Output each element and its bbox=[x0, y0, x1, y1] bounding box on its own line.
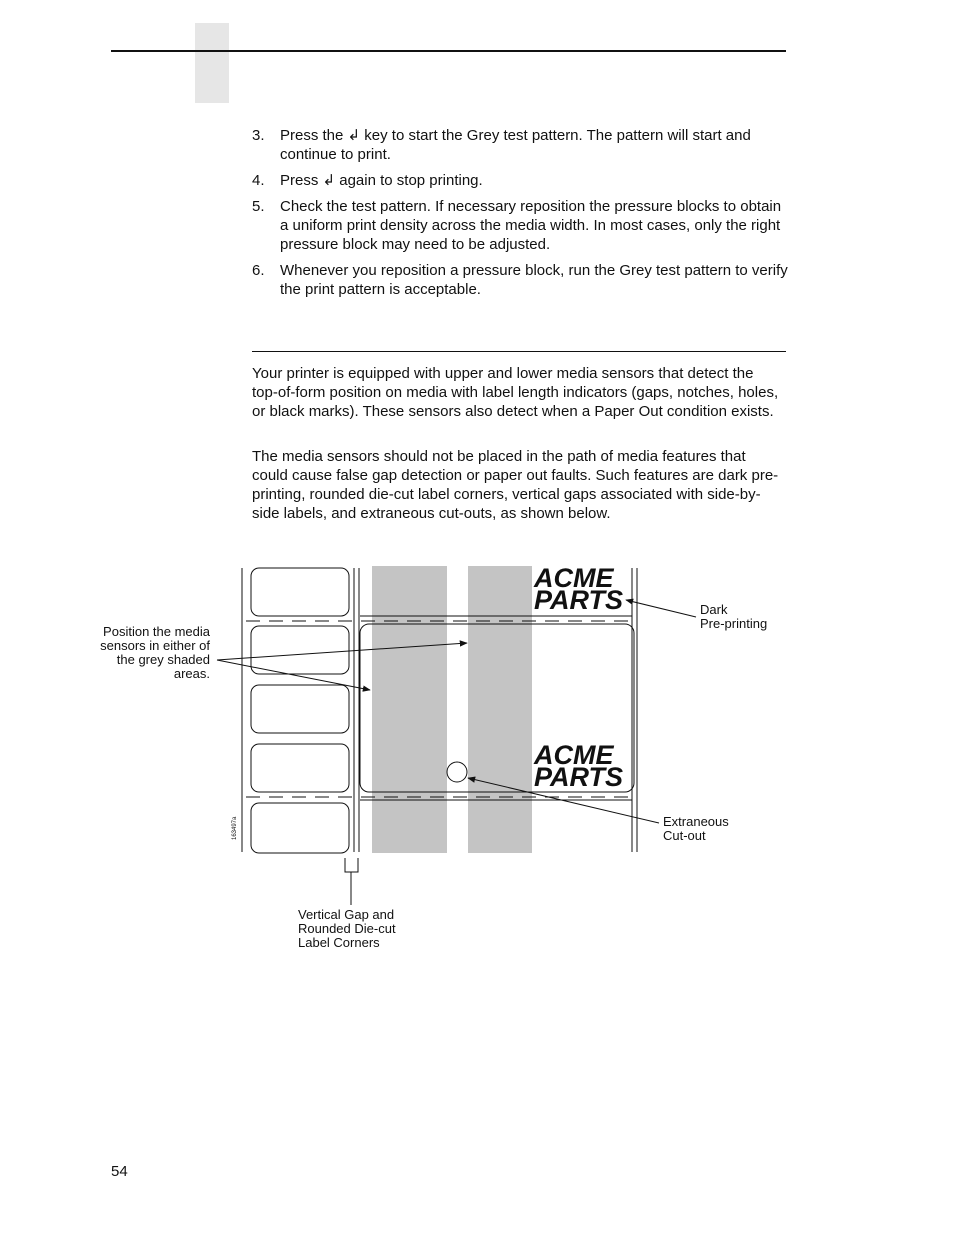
callout-extraneous-cutout: Extraneous Cut-out bbox=[663, 814, 729, 843]
chapter-tab bbox=[195, 23, 229, 103]
callout-sensor-areas: Position the media sensors in either of the grey shaded areas. bbox=[100, 624, 210, 681]
label-stock-diagram bbox=[0, 560, 954, 960]
small-label bbox=[251, 568, 349, 616]
step-item: 3. Press the ↲ key to start the Grey test pattern. The pattern will start and continue to print. bbox=[252, 127, 751, 163]
step-item: 6. Whenever you reposition a pressure block, run the Grey test pattern to verify the print pattern is acceptable. bbox=[252, 262, 788, 298]
body-paragraph: The media sensors should not be placed in the path of media features that could cause false gap detection or paper out faults. Such features are dark pre-printing, rounded die-cut label corners, vertical gaps associated with side-by-side labels, and extraneous cut-outs, as shown below. bbox=[252, 448, 779, 522]
body-paragraph: Your printer is equipped with upper and lower media sensors that detect the top-of-form position on media with label length indicators (gaps, notches, holes, or black marks). These sensors also detect when a Paper Out condition exists. bbox=[252, 365, 779, 420]
header-rule bbox=[111, 50, 786, 52]
small-label bbox=[251, 744, 349, 792]
sensor-area-right bbox=[468, 566, 532, 853]
figure-id: 163497a bbox=[232, 816, 238, 840]
step-item: 4. Press ↲ again to stop printing. bbox=[252, 172, 483, 189]
logo-acme: ACME bbox=[534, 740, 614, 770]
small-label bbox=[251, 626, 349, 674]
logo-parts: PARTS bbox=[534, 762, 624, 792]
small-label bbox=[251, 685, 349, 733]
step-text: Check the test pattern. If necessary reposition the pressure blocks to obtain a uniform print density across the media width. In most cases, only the right pressure block may need to be adjusted. bbox=[280, 198, 782, 253]
cutout-circle bbox=[447, 762, 467, 782]
gap-bracket bbox=[345, 858, 358, 872]
logo-parts: PARTS bbox=[534, 585, 624, 615]
small-label bbox=[251, 803, 349, 853]
page-number: 54 bbox=[111, 1163, 128, 1180]
callout-vertical-gap: Vertical Gap and Rounded Die-cut Label Corners bbox=[298, 907, 396, 950]
logo-acme: ACME bbox=[534, 563, 614, 593]
step-text: Press the ↲ key to start the Grey test pattern. The pattern will start and continue to print. bbox=[280, 127, 751, 163]
callout-dark-preprinting: Dark Pre-printing bbox=[700, 602, 768, 631]
media-sensor-figure bbox=[0, 560, 954, 960]
step-text: Whenever you reposition a pressure block, run the Grey test pattern to verify the print pattern is acceptable. bbox=[280, 262, 788, 298]
procedure-steps bbox=[252, 126, 792, 306]
sensor-area-left bbox=[372, 566, 447, 853]
step-item: 5. Check the test pattern. If necessary reposition the pressure blocks to obtain a uniform print density across the media width. In most cases, only the right pressure block may need to be adjusted. bbox=[252, 198, 782, 253]
step-text: Press ↲ again to stop printing. bbox=[280, 172, 483, 189]
section-rule bbox=[252, 351, 786, 352]
